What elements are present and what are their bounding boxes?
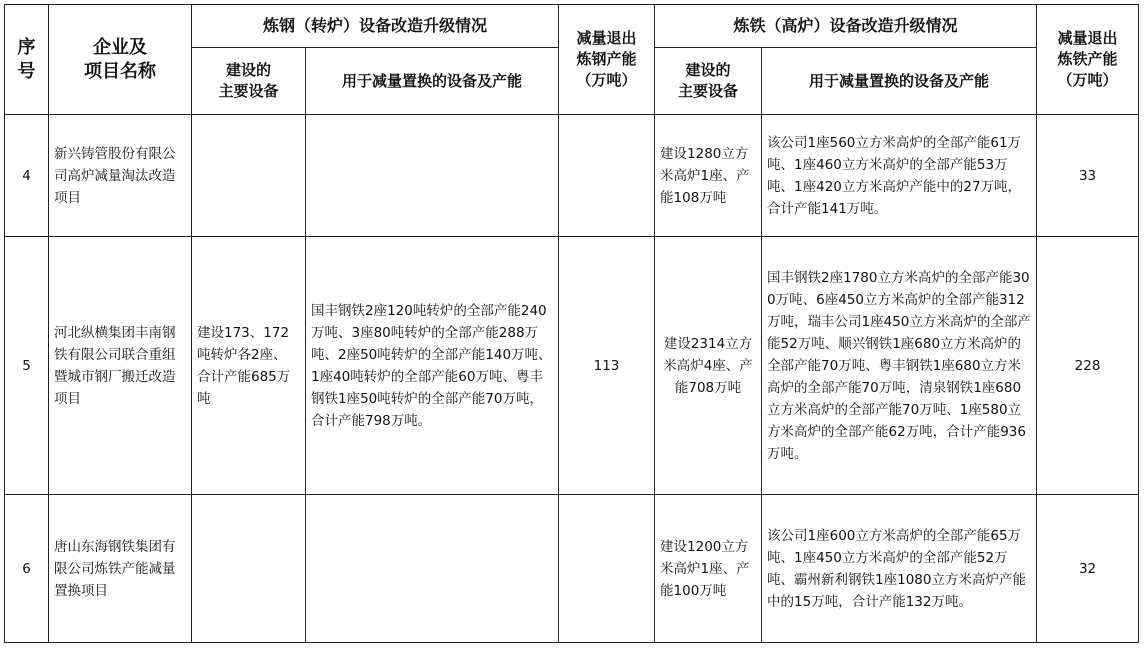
header-iron-replace: 用于减量置换的设备及产能: [762, 48, 1037, 115]
header-steel-reduce: 减量退出 炼钢产能 （万吨）: [559, 5, 655, 115]
header-seq: 序 号: [5, 5, 49, 115]
row-seq: 6: [5, 495, 49, 643]
row-steel-equipment: 建设173、172吨转炉各2座、合计产能685万吨: [192, 237, 306, 495]
row-company: 唐山东海钢铁集团有限公司炼铁产能减量置换项目: [49, 495, 192, 643]
row-steel-equipment: [192, 495, 306, 643]
table-row: [5, 115, 1139, 237]
row-company: 新兴铸管股份有限公司高炉减量淘汰改造项目: [49, 115, 192, 237]
row-iron-equipment: 建设1200立方米高炉1座、产能100万吨: [655, 495, 762, 643]
row-steel-reduce: [559, 495, 655, 643]
row-iron-equipment: 建设1280立方米高炉1座、产能108万吨: [655, 115, 762, 237]
row-iron-replace: 该公司1座600立方米高炉的全部产能65万吨、1座450立方米高炉的全部产能52万吨、霸州新利钢铁1座1080立方米高炉产能中的15万吨，合计产能132万吨。: [762, 495, 1037, 643]
header-iron-reduce: 减量退出 炼铁产能 （万吨）: [1037, 5, 1139, 115]
table-row: [5, 237, 1139, 495]
row-iron-equipment: 建设2314立方米高炉4座、产能708万吨: [655, 237, 762, 495]
row-steel-equipment: [192, 115, 306, 237]
row-company: 河北纵横集团丰南钢铁有限公司联合重组暨城市钢厂搬迁改造项目: [49, 237, 192, 495]
row-seq: 5: [5, 237, 49, 495]
row-iron-reduce: 32: [1037, 495, 1139, 643]
row-steel-replace: [306, 115, 559, 237]
row-steel-replace: [306, 495, 559, 643]
header-iron-group: 炼铁（高炉）设备改造升级情况: [655, 5, 1037, 48]
row-steel-reduce: 113: [559, 237, 655, 495]
header-company: 企业及 项目名称: [49, 5, 192, 115]
header-steel-replace: 用于减量置换的设备及产能: [306, 48, 559, 115]
row-steel-reduce: [559, 115, 655, 237]
row-iron-reduce: 33: [1037, 115, 1139, 237]
row-iron-replace: 国丰钢铁2座1780立方米高炉的全部产能300万吨、6座450立方米高炉的全部产能312万吨，瑞丰公司1座450立方米高炉的全部产能52万吨、顺兴钢铁1座680立方米高炉的全部产能70万吨、粤丰钢铁1座680立方米高炉的全部产能70万吨，清泉钢铁1座680立方米高炉的全部产能70万吨、1座580立方米高炉的全部产能62万吨，合计产能936万吨。: [762, 237, 1037, 495]
header-iron-main-equipment: 建设的 主要设备: [655, 48, 762, 115]
capacity-replacement-table: [4, 4, 1139, 643]
table-row: [5, 495, 1139, 643]
header-steel-group: 炼钢（转炉）设备改造升级情况: [192, 5, 559, 48]
row-seq: 4: [5, 115, 49, 237]
row-steel-replace: 国丰钢铁2座120吨转炉的全部产能240万吨、3座80吨转炉的全部产能288万吨、2座50吨转炉的全部产能140万吨、1座40吨转炉的全部产能60万吨、粤丰钢铁1座50吨转炉的全部产能70万吨，合计产能798万吨。: [306, 237, 559, 495]
row-iron-replace: 该公司1座560立方米高炉的全部产能61万吨、1座460立方米高炉的全部产能53万吨、1座420立方米高炉产能中的27万吨，合计产能141万吨。: [762, 115, 1037, 237]
row-iron-reduce: 228: [1037, 237, 1139, 495]
header-steel-main-equipment: 建设的 主要设备: [192, 48, 306, 115]
